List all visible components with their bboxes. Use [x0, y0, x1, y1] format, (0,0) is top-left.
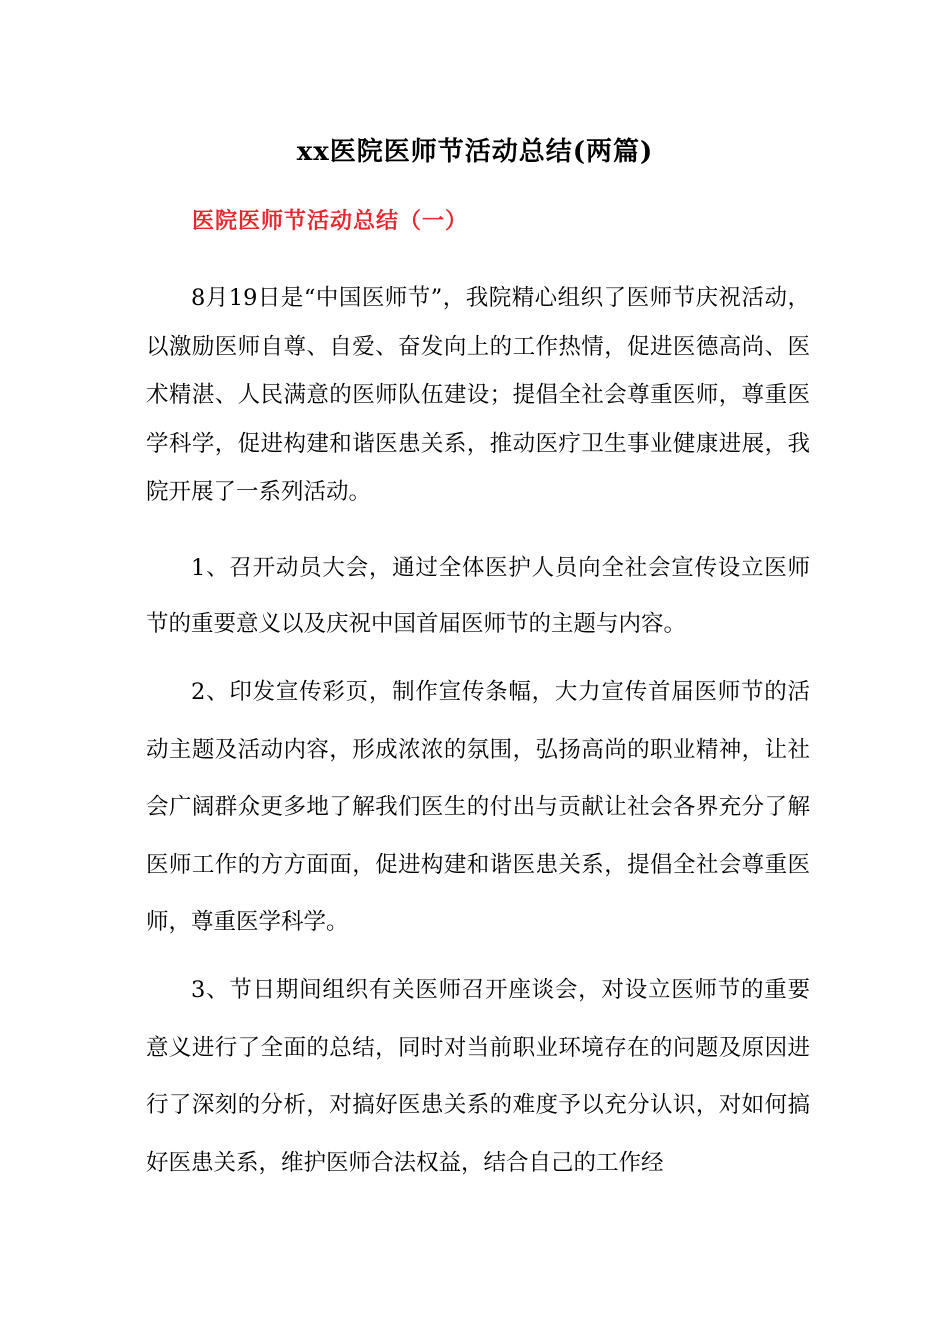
paragraph-item-3: 3、节日期间组织有关医师召开座谈会，对设立医师节的重要意义进行了全面的总结，同时对当前职业环境存在的问题及原因进行了深刻的分析，对搞好医患关系的难度予以充分认识，对如何搞好医患关系，维护医师合法权益，结合自己的工作经 [146, 977, 810, 1176]
paragraph-item-2: 2、印发宣传彩页，制作宣传条幅，大力宣传首届医师节的活动主题及活动内容，形成浓浓的氛围，弘扬高尚的职业精神，让社会广阔群众更多地了解我们医生的付出与贡献让社会各界充分了解医师工作的方方面面，促进构建和谐医患关系，提倡全社会尊重医师，尊重医学科学。 [146, 679, 810, 935]
paragraph-intro: 8月19日是“中国医师节”，我院精心组织了医师节庆祝活动，以激励医师自尊、自爱、奋发向上的工作热情，促进医德高尚、医术精湛、人民满意的医师队伍建设；提倡全社会尊重医师，尊重医学科学，促进构建和谐医患关系，推动医疗卫生事业健康进展，我院开展了一系列活动。 [146, 285, 810, 505]
paragraph-item-1: 1、召开动员大会，通过全体医护人员向全社会宣传设立医师节的重要意义以及庆祝中国首届医师节的主题与内容。 [146, 555, 810, 637]
section-title: 医院医师节活动总结（一） [192, 208, 469, 234]
document-title: xx医院医师节活动总结(两篇) [296, 137, 654, 167]
